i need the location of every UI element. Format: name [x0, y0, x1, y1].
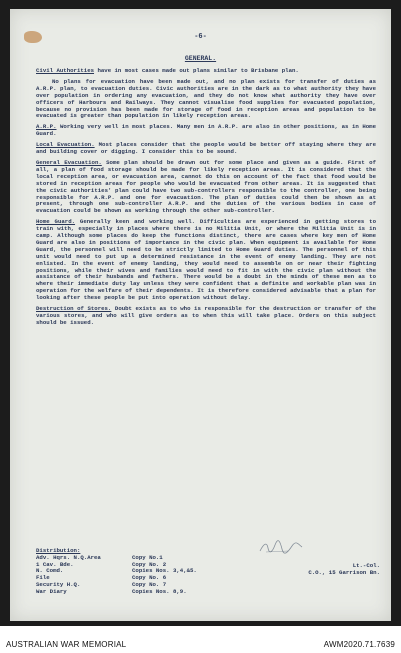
signer-rank: Lt.-Col.	[352, 562, 380, 569]
distribution-recipient: Security H.Q.	[36, 580, 81, 588]
distribution-row	[36, 562, 376, 569]
distribution-row	[36, 555, 376, 562]
distribution-label: Distribution:	[36, 547, 81, 554]
paragraph-text: Most places consider that the people would be better off staying where they are and building cover or digging. I consider this to be sound.	[36, 141, 376, 156]
distribution-recipient: N. Comd.	[36, 567, 64, 575]
paragraph-heading: Home Guard.	[36, 218, 76, 226]
distribution-recipient: 1 Cav. Bde.	[36, 560, 74, 568]
distribution-copy: Copy No. 2	[132, 560, 167, 568]
paragraph-heading: Local Evacuation.	[36, 141, 95, 149]
paragraph-civil-authorities	[36, 68, 376, 75]
paragraph-text: Doubt exists as to who is responsible for the destruction or transfer of the various stores, and who will give orders as to when this will take place. Orders on this subject should be issued.	[36, 305, 376, 326]
distribution-row	[36, 568, 376, 575]
paragraph-text: Generally keen and working well. Difficulties are experienced in getting stores to train with, especially in places where there is no Militia Unit, or where the Militia Unit is in camp. Although some places do keep the functions distinct, there are cases where key men of Home Guard are also in positions of importance in the civic plan. When equipment is available for Home Guard, the personnel will need to be strictly limited to Home Guard duties. The personnel of this unit would need to put up a determined resistance in the event of enemy landing. They are not enlisted. In the event of enemy landing, they would need to assemble on or near their fighting positions, while their wives and families would need to fit in with the civic plan without the assistance of their husbands and fathers. There would be a doubt in the minds of these men as to where their immediate duty lay unless they were confident that a definite and workable plan was in operation for the welfare of their dependents. It is therefore considered advisable that a plan for looking after these people be put into operation without delay.	[36, 218, 377, 302]
paragraph-text: have in most cases made out plans similar to Brisbane plan.	[97, 67, 299, 74]
distribution-list	[36, 548, 376, 596]
paragraph-arp	[36, 124, 376, 138]
archive-name: AUSTRALIAN WAR MEMORIAL	[6, 640, 127, 649]
distribution-recipient: File	[36, 574, 50, 582]
paragraph-heading: General Evacuation.	[36, 158, 102, 166]
document-body	[36, 68, 376, 331]
distribution-copy: Copies Nos. 8,9.	[132, 587, 187, 595]
distribution-row	[36, 575, 376, 582]
distribution-copy: Copy No. 6	[132, 574, 167, 582]
archive-footer	[0, 626, 401, 653]
distribution-copy: Copy No. 7	[132, 580, 167, 588]
paragraph-heading: Civil Authorities	[36, 67, 95, 74]
paragraph-home-guard	[36, 219, 376, 302]
distribution-copy: Copy No.1	[132, 553, 163, 561]
distribution-row	[36, 589, 376, 596]
distribution-recipient: Adv. Hqrs. N.Q.Area	[36, 553, 101, 561]
paragraph-heading: A.R.P.	[36, 123, 57, 131]
archive-accession-number: AWM2020.71.7639	[323, 640, 395, 649]
paragraph-text: No plans for evacuation have been made out, and no plan exists for transfer of duties as A.R.P. plan, to evacuation duties. Civic authorities are in the dark as to what authority they have over population in ordering any evacuation, and they do not know what authority they have over officers of Harbours and Railways. They cannot visualise food supplies for evacuated population, because no provision has been made for storage of food in reception areas and population to be evacuated is greater than population in likely reception areas.	[36, 77, 376, 120]
distribution-recipient: War Diary	[36, 587, 67, 595]
document-title: GENERAL.	[184, 55, 217, 62]
distribution-copy: Copies Nos. 3,4,&5.	[132, 567, 197, 575]
paragraph-evacuation-plans	[36, 79, 376, 120]
paragraph-heading: Destruction of Stores.	[36, 305, 112, 313]
paragraph-text: Working very well in most places. Many men in A.R.P. are also in other positions, as in Home Guard.	[36, 123, 376, 138]
distribution-row	[36, 582, 376, 589]
paragraph-text: Some plan should be drawn out for some place and given as a guide. First of all, a plan of food storage should be made for likely reception areas. It is considered that the local reception area, or evacuation area, cannot do this on account of the fact that food would be stored in reception areas for people who would be evacuated from other areas. It is suggested that the civic authorities' plan could have two sub-controllers responsible to the controller, one being responsible for A.R.P. and one for evacuation. The plan of duties could then be shown as at present, through one sub-controller A.R.P. and the duties of the various bodies in case of evacuation could be shown as working through the other sub-controller.	[36, 158, 376, 215]
paragraph-destruction-of-stores	[36, 306, 376, 327]
signer-role: C.O., 15 Garrison Bn.	[308, 568, 380, 576]
paragraph-local-evacuation	[36, 142, 376, 156]
page-number: -6-	[194, 33, 207, 41]
paragraph-general-evacuation	[36, 160, 376, 215]
